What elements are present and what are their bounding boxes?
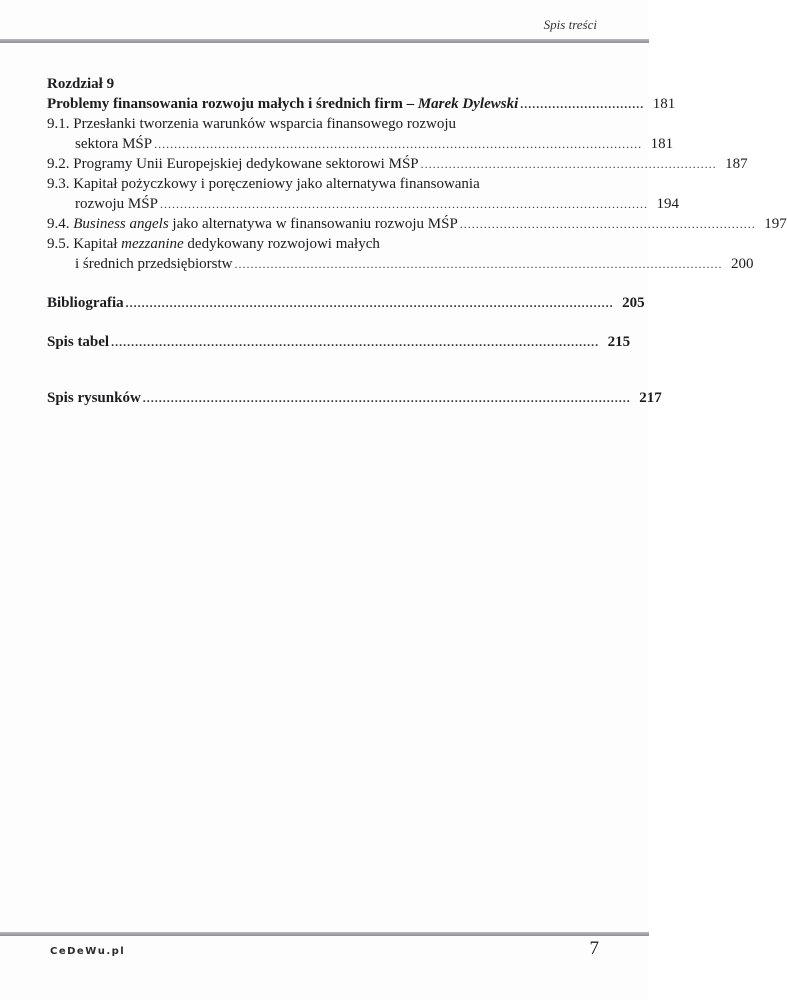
chapter-label: Rozdział 9 (47, 76, 115, 92)
toc-entry-9-5-line2[interactable] (47, 254, 754, 274)
toc-entry-list-of-tables[interactable] (47, 332, 631, 352)
section-number: 9.1. (47, 116, 70, 132)
chapter-author: Marek Dylewski (417, 96, 519, 112)
section-title-a: Kapitał (73, 236, 122, 252)
section-title: Kapitał pożyczkowy i poręczeniowy jako alternatywa finansowania (73, 176, 480, 192)
toc-entry-9-5-line1[interactable] (47, 234, 597, 254)
page-number: 200 (730, 256, 754, 272)
section-number: 9.3. (47, 176, 70, 192)
running-header: Spis treści (543, 17, 597, 32)
back-matter-label: Spis rysunków (47, 390, 141, 406)
leader-dots: .......................................................................................................................... (159, 197, 648, 211)
page-number: 194 (656, 196, 679, 212)
toc-entry-list-of-figures[interactable] (47, 388, 662, 408)
page-number: 181 (652, 96, 676, 112)
spacer (47, 352, 597, 388)
page-number: 215 (607, 334, 631, 350)
leader-dots: .......................................................................................................................... (154, 137, 643, 151)
leader-dots: .......................................................................... (420, 157, 717, 171)
section-number: 9.2. (47, 156, 70, 172)
back-matter-label: Spis tabel (47, 334, 110, 350)
spacer (47, 274, 597, 293)
toc-entry-9-3-line2[interactable] (47, 194, 679, 214)
section-title-b: dedykowany rozwojowi małych (183, 236, 380, 252)
publisher-logo: CeDeWu.pl (50, 946, 126, 957)
chapter-title-text: Problemy finansowania rozwoju małych i średnich firm – (47, 96, 418, 112)
toc-entry-9-3-line1[interactable] (47, 174, 597, 194)
section-title-cont: rozwoju MŚP (75, 196, 158, 212)
leader-dots: .......................................................................................................................... (125, 296, 614, 310)
footer-rule (0, 932, 649, 936)
section-number: 9.5. (47, 236, 70, 252)
toc-entry-9-1-line2[interactable] (47, 134, 674, 154)
page-number: 187 (725, 156, 748, 172)
section-title-cont: i średnich przedsiębiorstw (75, 256, 233, 272)
leader-dots: .......................................................................................................................... (234, 257, 723, 271)
leader-dots: .......................................................................................................................... (111, 335, 600, 349)
leader-dots: .......................................................................................................................... (142, 391, 631, 405)
toc-entry-bibliography[interactable] (47, 293, 645, 313)
leader-dots: ............................... (520, 97, 645, 111)
folio-page-number: 7 (589, 938, 599, 959)
section-title-cont: sektora MŚP (75, 136, 153, 152)
toc-entry-9-2[interactable] (47, 154, 748, 174)
section-title: Programy Unii Europejskiej dedykowane sektorowi MŚP (73, 156, 419, 172)
section-title-italic: Business angels (73, 216, 169, 232)
page-number: 181 (650, 136, 674, 152)
table-of-contents (47, 74, 787, 408)
toc-entry-9-1-line1[interactable] (47, 114, 597, 134)
header-rule (0, 39, 649, 43)
page-number: 205 (622, 295, 645, 311)
toc-entry-chapter-9[interactable] (47, 94, 676, 114)
section-line (47, 214, 458, 234)
toc-entry-9-4[interactable] (47, 214, 787, 234)
page-number: 197 (764, 216, 787, 232)
section-line (47, 154, 419, 174)
section-number: 9.4. (47, 216, 70, 232)
section-title: Przesłanki tworzenia warunków wsparcia finansowego rozwoju (73, 116, 457, 132)
back-matter-label: Bibliografia (47, 295, 124, 311)
section-title-italic: mezzanine (121, 236, 184, 252)
chapter-title (47, 94, 518, 114)
leader-dots: .......................................................................... (459, 217, 756, 231)
section-title: jako alternatywa w finansowaniu rozwoju MŚP (168, 216, 458, 232)
spacer (47, 313, 597, 332)
page-number: 217 (639, 390, 662, 406)
